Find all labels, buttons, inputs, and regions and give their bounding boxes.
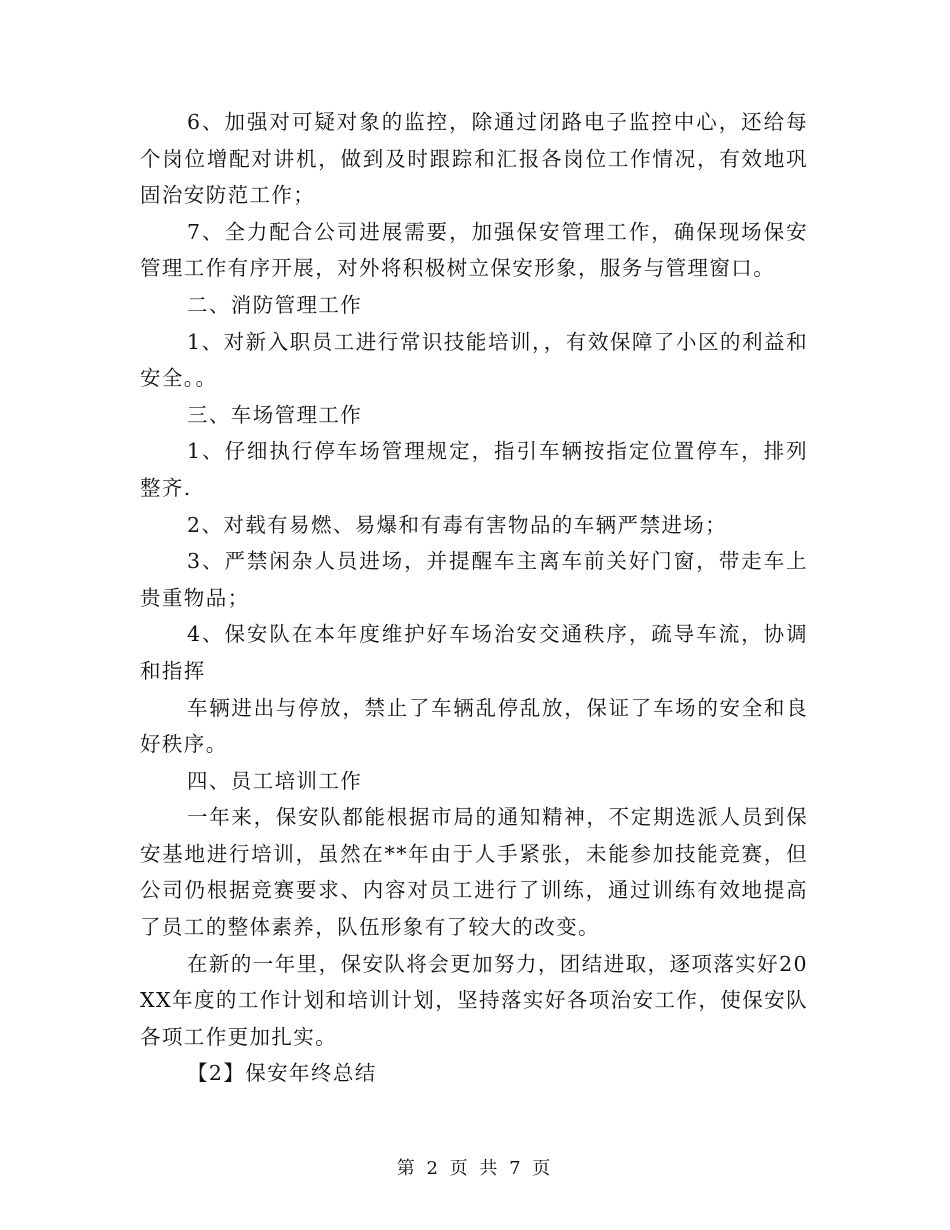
paragraph-monitoring: 6、加强对可疑对象的监控，除通过闭路电子监控中心，还给每个岗位增配对讲机，做到及时跟踪和汇报各岗位工作情况，有效地巩固治安防范工作； [140, 110, 808, 208]
document-body [140, 104, 808, 1092]
paragraph-training-review: 一年来，保安队都能根据市局的通知精神，不定期选派人员到保安基地进行培训，虽然在**年由于人手紧张，未能参加技能竞赛，但公司仍根据竞赛要求、内容对员工进行了训练，通过训练有效地提高了员工的整体素养，队伍形象有了较大的改变。 [140, 805, 808, 940]
paragraph-fire-training: 1、对新入职员工进行常识技能培训，，有效保障了小区的利益和安全。。 [140, 329, 808, 391]
section-heading-training: 四、员工培训工作 [187, 768, 363, 793]
paragraph-hazard-vehicles: 2、对载有易燃、易爆和有毒有害物品的车辆严禁进场； [187, 512, 728, 537]
paragraph-traffic-order-cont: 车辆进出与停放，禁止了车辆乱停乱放，保证了车场的安全和良好秩序。 [140, 695, 808, 757]
page-number-footer: 第 2 页 共 7 页 [396, 1158, 554, 1179]
paragraph-cooperation: 7、全力配合公司进展需要，加强保安管理工作，确保现场保安管理工作有序开展，对外将积极树立保安形象，服务与管理窗口。 [140, 219, 808, 281]
section-heading-fire: 二、消防管理工作 [187, 292, 363, 317]
section-heading-summary-2: 【2】保安年终总结 [187, 1061, 377, 1086]
paragraph-idle-persons: 3、严禁闲杂人员进场，并提醒车主离车前关好门窗，带走车上贵重物品； [140, 549, 808, 610]
paragraph-parking-rules: 1、仔细执行停车场管理规定，指引车辆按指定位置停车，排列整齐. [140, 439, 808, 500]
paragraph-new-year-plan: 在新的一年里，保安队将会更加努力，团结进取，逐项落实好20XX年度的工作计划和培训计划，坚持落实好各项治安工作，使保安队各项工作更加扎实。 [140, 951, 808, 1049]
section-heading-parking: 三、车场管理工作 [187, 402, 363, 427]
paragraph-traffic-order: 4、保安队在本年度维护好车场治安交通秩序，疏导车流，协调和指挥 [140, 622, 808, 683]
